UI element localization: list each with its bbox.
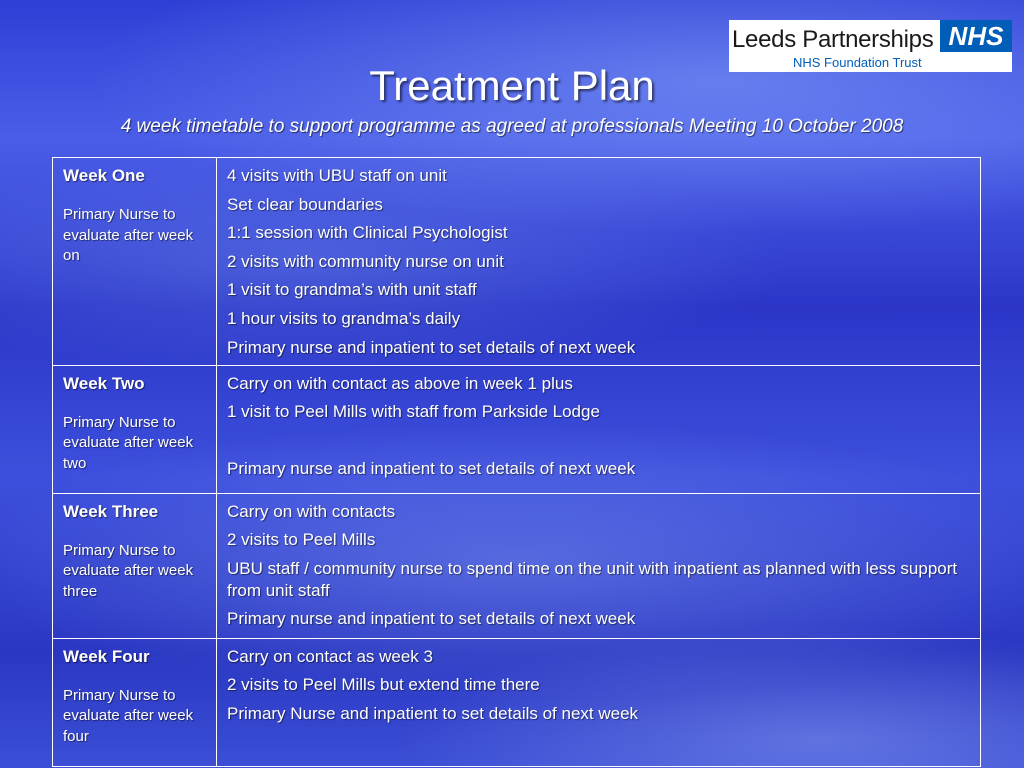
table-row-week-one — [53, 158, 981, 366]
week-evaluation-note: Primary Nurse to evaluate after week three — [63, 541, 194, 600]
week-name: Week Three — [63, 501, 159, 521]
task-item: 1 visit to Peel Mills with staff from Parkside Lodge — [227, 402, 600, 422]
tasks-cell — [217, 365, 981, 493]
task-item: Primary nurse and inpatient to set details of next week — [227, 459, 636, 479]
blank-task-line — [227, 430, 970, 452]
task-item: Set clear boundaries — [227, 194, 383, 214]
slide-subtitle: 4 week timetable to support programme as agreed at professionals Meeting 10 October 2008 — [120, 116, 904, 137]
week-name: Week One — [63, 166, 145, 185]
task-item: Carry on with contact as above in week 1 plus — [227, 373, 573, 393]
week-cell — [53, 158, 217, 366]
week-evaluation-note: Primary Nurse to evaluate after week two — [63, 413, 194, 472]
logo-trust-name: NHS Foundation Trust — [793, 55, 922, 70]
table-row-week-two — [53, 365, 981, 493]
task-item: 2 visits with community nurse on unit — [227, 251, 504, 271]
task-item: Carry on contact as week 3 — [227, 646, 433, 666]
task-item: 2 visits to Peel Mills but extend time there — [227, 675, 540, 695]
week-cell — [53, 493, 217, 638]
task-item: 1 visit to grandma’s with unit staff — [227, 280, 477, 300]
week-cell — [53, 365, 217, 493]
treatment-plan-table — [52, 157, 981, 767]
week-evaluation-note: Primary Nurse to evaluate after week four — [63, 686, 194, 745]
task-item: Carry on with contacts — [227, 501, 396, 521]
task-item: 2 visits to Peel Mills — [227, 530, 376, 550]
tasks-cell — [217, 158, 981, 366]
tasks-cell — [217, 638, 981, 766]
week-name: Week Two — [63, 373, 145, 393]
task-item: Primary nurse and inpatient to set details of next week — [227, 337, 636, 357]
week-evaluation-note: Primary Nurse to evaluate after week on — [63, 206, 194, 264]
week-cell — [53, 638, 217, 766]
task-item: UBU staff / community nurse to spend time on the unit with inpatient as planned with less support from unit staff — [227, 558, 958, 600]
logo-organization-name: Leeds Partnerships — [732, 26, 934, 53]
week-name: Week Four — [63, 646, 150, 666]
nhs-logo-mark: NHS — [940, 20, 1012, 52]
task-item: Primary nurse and inpatient to set details of next week — [227, 609, 636, 629]
task-item: 1:1 session with Clinical Psychologist — [227, 223, 508, 243]
task-item: 4 visits with UBU staff on unit — [227, 166, 447, 185]
task-item: 1 hour visits to grandma’s daily — [227, 308, 461, 328]
tasks-cell — [217, 493, 981, 638]
slide-title: Treatment Plan — [369, 62, 655, 109]
table-row-week-four — [53, 638, 981, 766]
table-row-week-three — [53, 493, 981, 638]
task-item: Primary Nurse and inpatient to set details of next week — [227, 703, 639, 723]
